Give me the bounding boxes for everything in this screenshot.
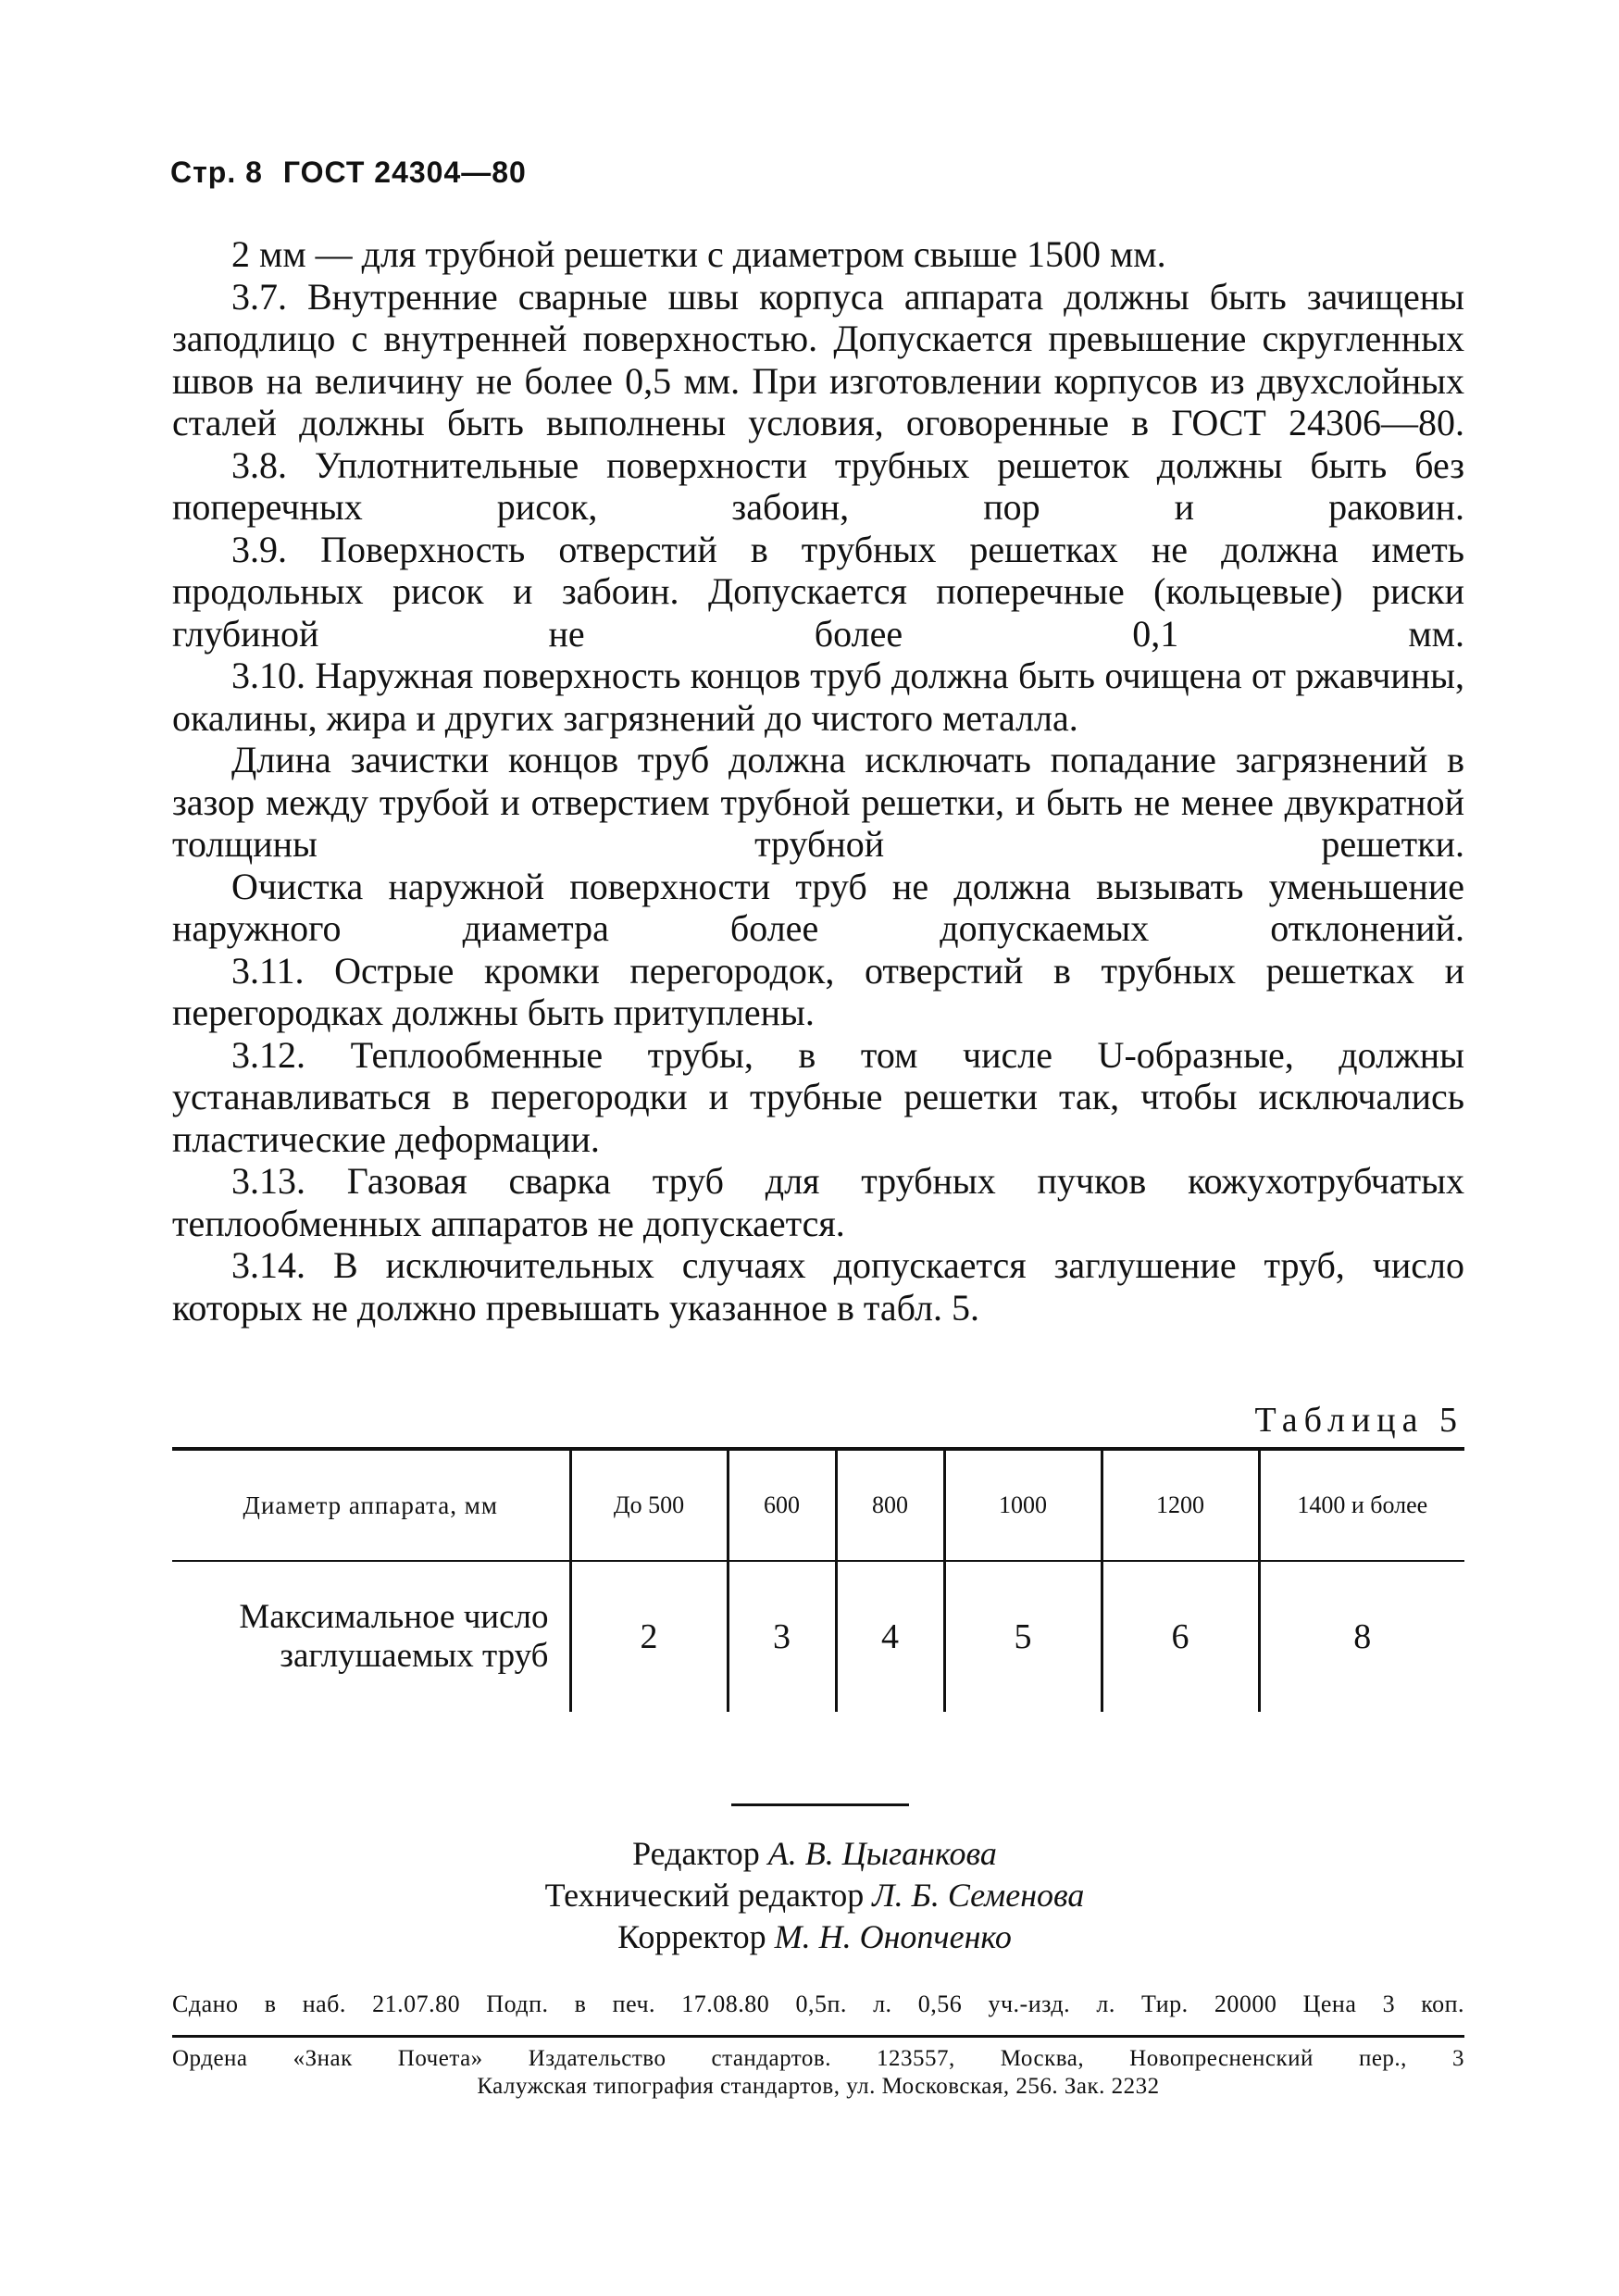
table-header-row bbox=[172, 1449, 1464, 1561]
paragraph: Длина зачистки концов труб должна исключать попадание загрязнений в зазор между трубой и отверстием трубной решетки, и быть не менее двукратной толщины трубной решетки. bbox=[172, 739, 1464, 865]
table-cell: До 500 bbox=[570, 1449, 728, 1561]
table-row bbox=[172, 1561, 1464, 1712]
table-cell: 1400 и более bbox=[1259, 1449, 1464, 1561]
paragraph: Очистка наружной поверхности труб не должна вызывать уменьшение наружного диаметра более допускаемых отклонений. bbox=[172, 865, 1464, 949]
paragraph: 3.14. В исключительных случаях допускается заглушение труб, число которых не должно превышать указанное в табл. 5. bbox=[172, 1244, 1464, 1329]
paragraph: 2 мм — для трубной решетки с диаметром свыше 1500 мм. bbox=[231, 233, 1166, 275]
paragraph: 3.13. Газовая сварка труб для трубных пучков кожухотрубчатых теплообменных аппаратов не допускается. bbox=[172, 1160, 1464, 1244]
table-cell: 2 bbox=[570, 1561, 728, 1712]
table-caption: Таблица 5 bbox=[1254, 1401, 1463, 1440]
print-details: Сдано в наб. 21.07.80 Подп. в печ. 17.08.80 0,5п. л. 0,56 уч.-изд. л. Тир. 20000 Цена 3 коп. bbox=[172, 1990, 1464, 2017]
paragraph: 3.9. Поверхность отверстий в трубных решетках не должна иметь продольных рисок и забоин. Допускается поперечные (кольцевые) риски глубиной не более 0,1 мм. bbox=[172, 528, 1464, 655]
editor-name: А. В. Цыганкова bbox=[767, 1835, 997, 1872]
table-cell: 1000 bbox=[944, 1449, 1102, 1561]
body-text bbox=[172, 233, 1464, 1329]
proofreader-name: М. Н. Онопченко bbox=[774, 1918, 1012, 1955]
table-cell: 6 bbox=[1102, 1561, 1259, 1712]
page-number: Стр. 8 bbox=[170, 156, 263, 189]
publisher-line: Ордена «Знак Почета» Издательство стандартов. 123557, Москва, Новопресненский пер., 3 bbox=[172, 2046, 1464, 2071]
standard-number: ГОСТ 24304—80 bbox=[282, 156, 527, 189]
table-cell: 1200 bbox=[1102, 1449, 1259, 1561]
printer-line: Калужская типография стандартов, ул. Московская, 256. Зак. 2232 bbox=[477, 2074, 1160, 2099]
credit-line bbox=[352, 1833, 1277, 1875]
proofreader-label: Корректор bbox=[617, 1918, 766, 1955]
paragraph: 3.10. Наружная поверхность концов труб должна быть очищена от ржавчины, окалины, жира и других загрязнений до чистого металла. bbox=[172, 655, 1464, 739]
imprint-separator bbox=[172, 2035, 1464, 2038]
page-header bbox=[170, 156, 547, 190]
tech-editor-name: Л. Б. Семенова bbox=[872, 1877, 1085, 1914]
table-cell: 600 bbox=[728, 1449, 836, 1561]
paragraph: 3.12. Теплообменные трубы, в том числе U-образные, должны устанавливаться в перегородки и трубные решетки так, чтобы исключались пластические деформации. bbox=[172, 1033, 1464, 1160]
editor-label: Редактор bbox=[632, 1835, 760, 1872]
table-cell: 3 bbox=[728, 1561, 836, 1712]
tech-editor-label: Технический редактор bbox=[544, 1877, 865, 1914]
table-cell: 4 bbox=[836, 1561, 944, 1712]
table-5 bbox=[172, 1447, 1464, 1712]
table-cell: 5 bbox=[944, 1561, 1102, 1712]
separator-rule bbox=[731, 1803, 909, 1806]
credit-line bbox=[352, 1875, 1277, 1916]
paragraph: 3.11. Острые кромки перегородок, отверстий в трубных решетках и перегородках должны быть притуплены. bbox=[172, 949, 1464, 1033]
table-row-header: Максимальное число заглушаемых труб bbox=[172, 1561, 570, 1712]
credits bbox=[352, 1833, 1277, 1958]
table-cell: 800 bbox=[836, 1449, 944, 1561]
table-cell: 8 bbox=[1259, 1561, 1464, 1712]
table-row-header: Диаметр аппарата, мм bbox=[172, 1449, 570, 1561]
paragraph: 3.8. Уплотнительные поверхности трубных решеток должны быть без поперечных рисок, забоин, пор и раковин. bbox=[172, 443, 1464, 528]
paragraph: 3.7. Внутренние сварные швы корпуса аппарата должны быть зачищены заподлицо с внутренней поверхностью. Допускается превышение скругленных швов на величину не более 0,5 мм. При изготовлении корпусов из двухслойных сталей должны быть выполнены условия, оговоренные в ГОСТ 24306—80. bbox=[172, 275, 1464, 443]
credit-line bbox=[352, 1916, 1277, 1958]
